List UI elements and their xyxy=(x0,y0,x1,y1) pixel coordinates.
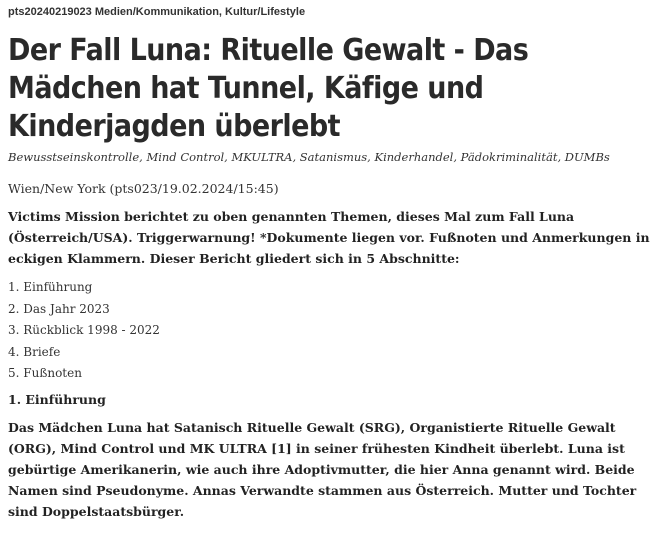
toc-item-3: 3. Rückblick 1998 - 2022 xyxy=(8,323,160,337)
table-of-contents xyxy=(8,277,658,385)
toc-item-2: 2. Das Jahr 2023 xyxy=(8,301,110,316)
lead-paragraph: Victims Mission berichtet zu oben genannten Themen, dieses Mal zum Fall Luna (Österreich/USA). Triggerwarnung! *Dokumente liegen vor. Fußnoten und Anmerkungen in eckigen Klammern. Dieser Bericht gliedert sich in 5 Abschnitte: xyxy=(8,209,650,266)
article-subtitle: Bewusstseinskontrolle, Mind Control, MKULTRA, Satanismus, Kinderhandel, Pädokriminalität, DUMBs xyxy=(8,150,610,164)
toc-item-4: 4. Briefe xyxy=(8,344,61,359)
toc-item-1: 1. Einführung xyxy=(8,280,93,294)
press-release-meta: pts20240219023 Medien/Kommunikation, Kultur/Lifestyle xyxy=(8,6,306,18)
toc-item-5: 5. Fußnoten xyxy=(8,366,82,380)
article-title: Der Fall Luna: Rituelle Gewalt - Das Mädchen hat Tunnel, Käfige und Kinderjagden überlebt xyxy=(8,33,529,144)
body-paragraph: Das Mädchen Luna hat Satanisch Rituelle Gewalt (SRG), Organistierte Rituelle Gewalt (ORG), Mind Control und MK ULTRA [1] in seiner frühesten Kindheit überlebt. Luna ist gebürtige Amerikanerin, wie auch ihre Adoptivmutter, die hier Anna genannt wird. Beide Namen sind Pseudonyme. Annas Verwandte stammen aus Österreich. Mutter und Tochter sind Doppelstaatsbürger. xyxy=(8,419,637,519)
section-heading: 1. Einführung xyxy=(8,391,106,407)
dateline: Wien/New York (pts023/19.02.2024/15:45) xyxy=(8,181,279,196)
